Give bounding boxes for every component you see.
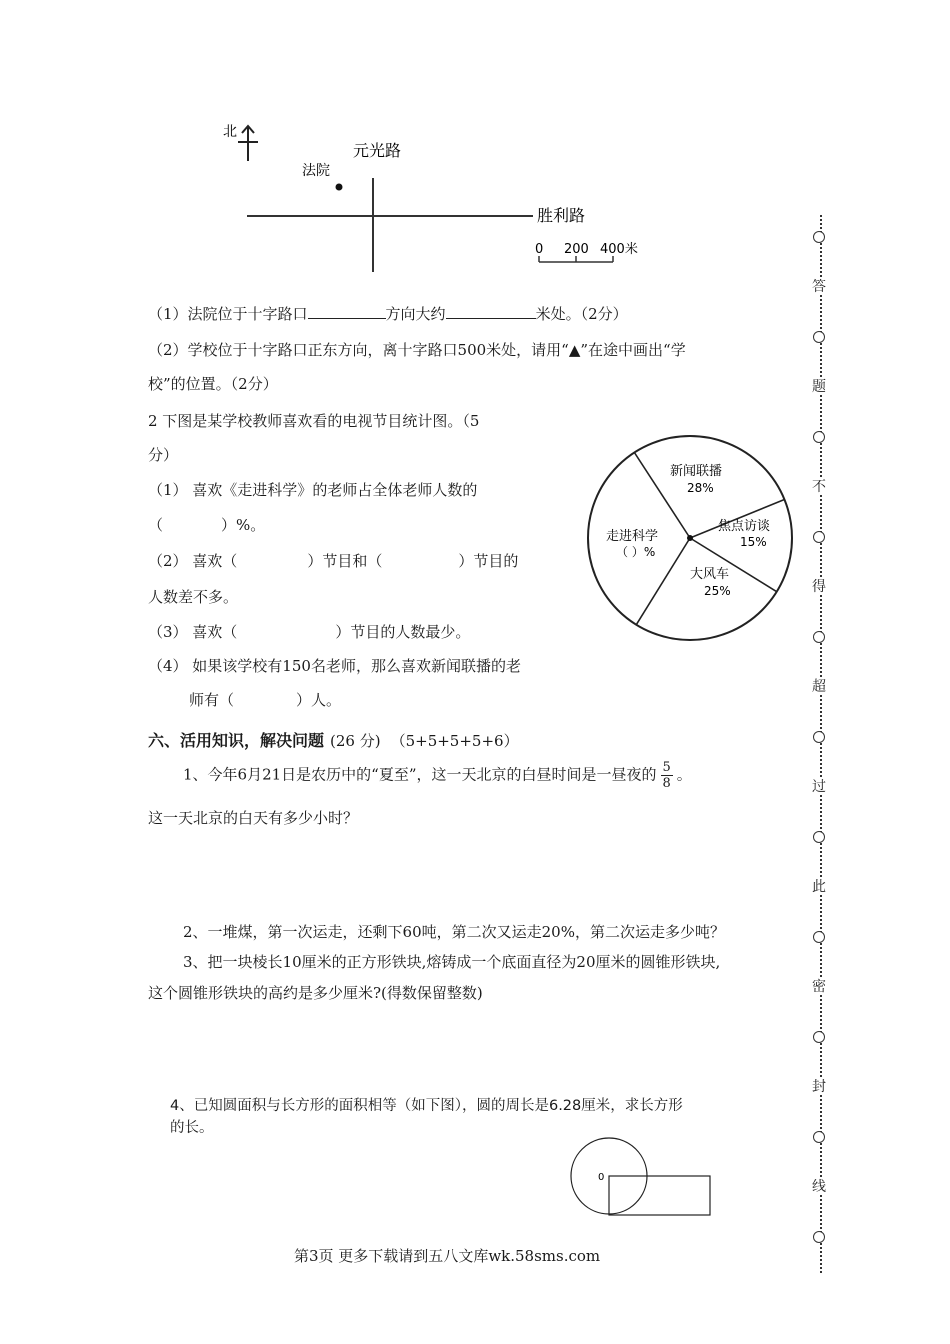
answer-blank-distance[interactable] [446, 304, 536, 319]
seal-circle [813, 731, 825, 743]
q1-line3: 校”的位置。（2分） [148, 375, 278, 393]
pie-label-windmill-percent: 25% [704, 584, 731, 598]
q1-line2: （2）学校位于十字路口正东方向，离十字路口500米处，请用“▲”在途中画出“学 [148, 341, 686, 359]
scale-tick-200: 200 [564, 242, 589, 257]
q2-sub1-line2: （ ）%。 [148, 516, 266, 534]
seal-line-sidebar [800, 215, 844, 1275]
pie-label-science-percent: （ ）% [616, 545, 656, 559]
pie-label-windmill-name: 大风车 [690, 567, 730, 582]
road-vertical-label: 元光路 [353, 141, 402, 160]
seal-circle [813, 531, 825, 543]
seal-word: 密 [812, 979, 826, 995]
seal-circle [813, 431, 825, 443]
seal-word: 得 [812, 579, 826, 595]
seal-word: 封 [812, 1079, 826, 1095]
problem1-line1: 1、今年6月21日是农历中的“夏至”，这一天北京的白昼时间是一昼夜的 $\frac{5}{8}$ 。 [183, 760, 692, 791]
pie-label-news-name: 新闻联播 [670, 464, 723, 479]
q2-sub4-line1: （4） 如果该学校有150名老师，那么喜欢新闻联播的老 [148, 657, 521, 675]
tv-program-pie-chart [582, 432, 794, 644]
road-horizontal-label: 胜利路 [537, 206, 586, 225]
seal-circle [813, 631, 825, 643]
pie-center [687, 535, 693, 541]
answer-blank-direction[interactable] [308, 304, 386, 319]
scale-tick-400: 400米 [600, 242, 638, 257]
pie-label-science-name: 走进科学 [606, 529, 659, 544]
court-point [336, 184, 343, 191]
north-arrow-icon [238, 126, 258, 161]
seal-word: 不 [812, 479, 826, 495]
q2-sub3: （3） 喜欢（ ）节目的人数最少。 [148, 623, 471, 641]
pie-label-focus-name: 焦点访谈 [718, 519, 771, 534]
seal-word: 过 [812, 779, 826, 795]
q2-intro-line2: 分） [148, 446, 179, 464]
seal-word: 超 [812, 679, 826, 695]
problem4-line1: 4、已知圆面积与长方形的面积相等（如下图），圆的周长是6.28厘米，求长方形 [170, 1098, 683, 1114]
north-label: 北 [223, 124, 237, 140]
seal-circle [813, 831, 825, 843]
pie-label-focus-percent: 15% [740, 535, 767, 549]
seal-word: 此 [812, 879, 826, 895]
section6-breakdown: （5+5+5+5+6） [390, 732, 519, 750]
problem3-line1: 3、把一块棱长10厘米的正方形铁块,熔铸成一个底面直径为20厘米的圆锥形铁块, [183, 953, 721, 971]
q2-sub2-line1: （2） 喜欢（ ）节目和（ ）节目的 [148, 552, 519, 570]
q2-intro-line1: 2 下图是某学校教师喜欢看的电视节目统计图。（5 [148, 412, 480, 430]
seal-circle [813, 231, 825, 243]
seal-circle [813, 1131, 825, 1143]
page-footer: 第3页 更多下载请到五八文库wk.58sms.com [294, 1247, 601, 1265]
figure-center-label: 0 [598, 1172, 605, 1183]
section6-score: (26 分) [330, 732, 381, 750]
problem2: 2、一堆煤，第一次运走，还剩下60吨，第二次又运走20%，第二次运走多少吨？ [183, 923, 725, 941]
problem3-line2: 这个圆锥形铁块的高约是多少厘米?(得数保留整数) [148, 984, 483, 1002]
seal-word: 答 [812, 279, 826, 295]
q2-sub1-line1: （1） 喜欢《走进科学》的老师占全体老师人数的 [148, 481, 478, 499]
scale-tick-0: 0 [535, 242, 544, 257]
section6-heading [148, 731, 519, 751]
seal-circle [813, 1031, 825, 1043]
seal-dotted-line [820, 215, 822, 1273]
section6-title: 六、活用知识，解决问题 [148, 731, 325, 750]
court-label: 法院 [302, 163, 330, 179]
q2-sub4-line2: 师有（ ）人。 [189, 691, 342, 709]
q1-line1: （1）法院位于十字路口 方向大约 米处。（2分） [148, 305, 628, 323]
figure-rectangle [609, 1176, 710, 1215]
seal-word: 线 [812, 1179, 826, 1195]
seal-circle [813, 1231, 825, 1243]
q2-sub2-line2: 人数差不多。 [148, 588, 239, 606]
pie-label-news-percent: 28% [687, 481, 714, 495]
seal-circle [813, 331, 825, 343]
circle-rectangle-figure [565, 1135, 720, 1220]
direction-map [215, 115, 655, 280]
problem4-line2: 的长。 [170, 1120, 214, 1136]
seal-word: 题 [812, 379, 826, 395]
seal-circle [813, 931, 825, 943]
problem1-line2: 这一天北京的白天有多少小时？ [148, 809, 359, 827]
fraction-five-eighths: $\frac{5}{8}$ [662, 760, 671, 791]
